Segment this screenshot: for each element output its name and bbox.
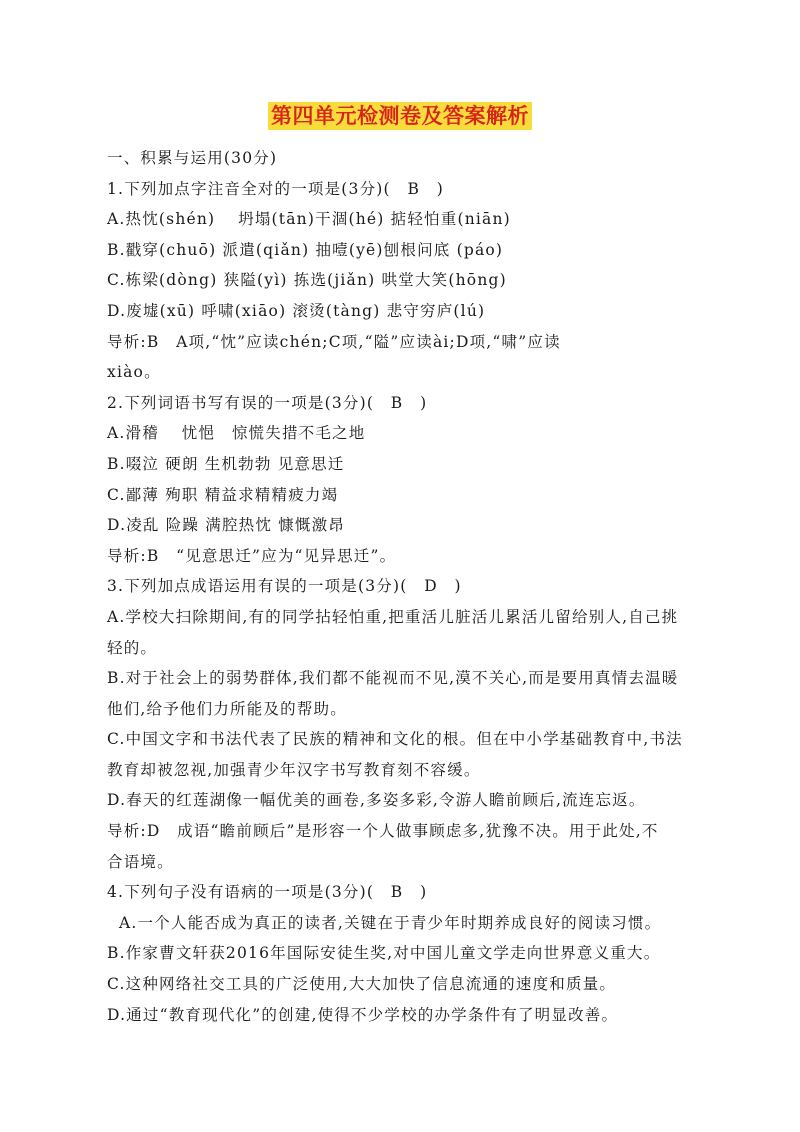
question-1-option-b: B.戳穿(chuō) 派遣(qiǎn) 抽噎(yē)刨根问底 (páo) xyxy=(107,240,504,259)
question-2-option-b: B.啜泣 硬朗 生机勃勃 见意思迁 xyxy=(107,454,345,473)
question-3-line: 轻的。 xyxy=(107,638,158,657)
question-4-option-b: B.作家曹文轩获2016年国际安徒生奖,对中国儿童文学走向世界意义重大。 xyxy=(107,944,661,963)
question-1-option-a: A.热忱(shén) 坍塌(tān)干涸(hé) 掂轻怕重(niān) xyxy=(107,210,511,229)
document-body xyxy=(107,143,703,1030)
question-2-option-c: C.鄙薄 殉职 精益求精精疲力竭 xyxy=(107,485,339,504)
question-4-option-c: C.这种网络社交工具的广泛使用,大大加快了信息流通的速度和质量。 xyxy=(107,975,617,994)
question-3-line: C.中国文字和书法代表了民族的精神和文化的根。但在中小学基础教育中,书法 xyxy=(107,730,683,749)
section-heading: 一、积累与运用(30分) xyxy=(107,149,278,167)
question-2-option-a: A.滑稽 忧悒 惊慌失措不毛之地 xyxy=(107,424,366,443)
question-3-line: D.春天的红莲湖像一幅优美的画卷,多姿多彩,令游人瞻前顾后,流连忘返。 xyxy=(107,791,646,810)
question-3-stem: 3.下列加点成语运用有误的一项是(3分)( D ) xyxy=(107,577,462,596)
question-1-option-d: D.废墟(xū) 呼啸(xiāo) 滚烫(tàng) 悲守穷庐(lú) xyxy=(107,301,486,320)
question-3-line: 教育却被忽视,加强青少年汉字书写教育刻不容缓。 xyxy=(107,760,481,779)
question-2-option-d: D.凌乱 险躁 满腔热忱 慷慨激昂 xyxy=(107,516,345,535)
question-3-analysis-cont: 合语境。 xyxy=(107,852,174,871)
question-1-stem: 1.下列加点字注音全对的一项是(3分)( B ) xyxy=(107,179,445,198)
question-2-analysis: 导析:B “见意思迁”应为“见异思迁”。 xyxy=(107,546,397,565)
question-1-analysis: 导析:B A项,“忱”应读chén;C项,“隘”应读ài;D项,“啸”应读 xyxy=(107,332,561,351)
question-4-stem: 4.下列句子没有语病的一项是(3分)( B ) xyxy=(107,883,428,902)
question-3-analysis: 导析:D 成语“瞻前顾后”是形容一个人做事顾虑多,犹豫不决。用于此处,不 xyxy=(107,822,659,841)
question-2-stem: 2.下列词语书写有误的一项是(3分)( B ) xyxy=(107,393,428,412)
question-1-analysis-cont: xiào。 xyxy=(107,363,161,382)
question-3-line: A.学校大扫除期间,有的同学拈轻怕重,把重活儿脏活儿累活儿留给别人,自己挑 xyxy=(107,607,679,626)
question-4-option-d: D.通过“教育现代化”的创建,使得不少学校的办学条件有了明显改善。 xyxy=(107,1005,619,1024)
question-1-option-c: C.栋梁(dòng) 狭隘(yì) 拣选(jiǎn) 哄堂大笑(hōng) xyxy=(107,271,507,290)
page-title: 第四单元检测卷及答案解析 xyxy=(268,102,532,130)
question-4-option-a: A.一个人能否成为真正的读者,关键在于青少年时期养成良好的阅读习惯。 xyxy=(119,913,662,932)
title-area xyxy=(0,102,800,130)
question-3-line: B.对于社会上的弱势群体,我们都不能视而不见,漠不关心,而是要用真情去温暖 xyxy=(107,669,679,688)
question-3-line: 他们,给予他们力所能及的帮助。 xyxy=(107,699,347,718)
